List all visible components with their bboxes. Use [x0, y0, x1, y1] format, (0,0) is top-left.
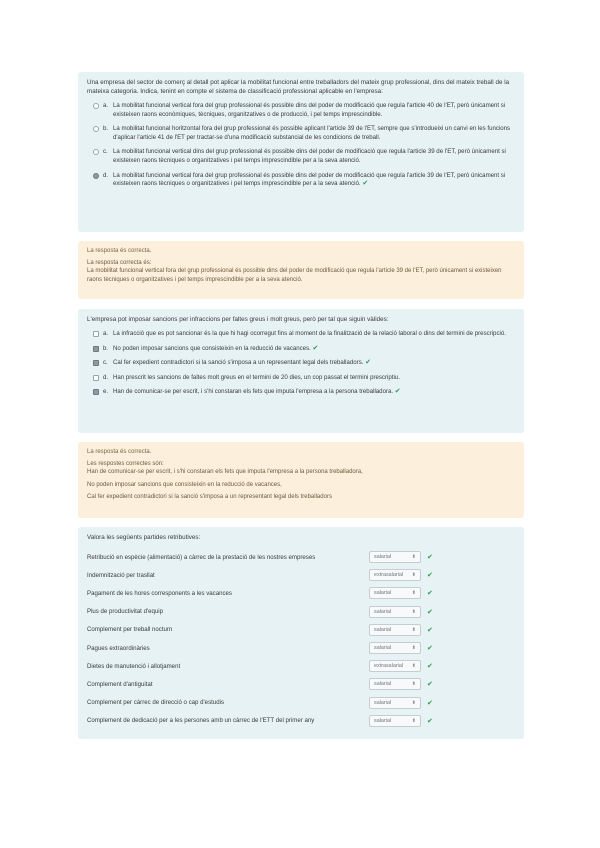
checkbox-icon[interactable] [93, 331, 99, 337]
match-row [87, 675, 515, 693]
chevron-updown-icon: ⬍ [411, 554, 416, 561]
checkbox-icon[interactable] [93, 389, 99, 395]
match-row [87, 548, 515, 566]
option-text: Han de comunicar-se per escrit, i s'hi constaran els fets que imputa l'empresa a la persona treballadora. [113, 388, 394, 396]
match-row-label: Plus de productivitat d'equip [87, 608, 164, 616]
question-3-text: Valora les següents partides retributives: [87, 534, 201, 541]
select-value: salarial [374, 626, 392, 633]
match-row [87, 657, 515, 675]
feedback-2-card [78, 442, 524, 518]
match-row-label: Complement de dedicació per a les persones amb un càrrec de l'ETT del primer any [87, 717, 315, 725]
q2-option-3[interactable] [87, 359, 515, 368]
radio-icon[interactable] [93, 126, 99, 132]
select-value: salarial [374, 699, 392, 706]
q2-option-4[interactable] [87, 374, 515, 383]
option-text: La mobilitat funcional horitzontal fora del grup professional és possible aplicant l'article 39 de l'ET, sempre que s'introdueixi un canvi en les funcions d'aplicar l'article 41 de l'ET per tractar-se d'una modificació substancial de les condicions de treball. [113, 125, 511, 141]
correct-check-icon: ✔ [362, 180, 369, 188]
feedback-2-title: La resposta és correcta. [87, 449, 152, 455]
select-value: salarial [374, 590, 392, 597]
radio-icon[interactable] [93, 149, 99, 155]
classification-select[interactable] [369, 660, 421, 672]
chevron-updown-icon: ⬍ [411, 572, 416, 579]
feedback-1-label: La resposta correcta és: [87, 259, 152, 266]
checkbox-icon[interactable] [93, 360, 99, 366]
correct-check-icon: ✔ [312, 344, 319, 352]
chevron-updown-icon: ⬍ [411, 590, 416, 597]
chevron-updown-icon: ⬍ [411, 699, 416, 706]
radio-icon[interactable] [93, 173, 99, 179]
classification-select[interactable] [369, 642, 421, 654]
question-1-text: Una empresa del sector de comerç al detall pot aplicar la mobilitat funcional entre treballadors del mateix grup professional, dins del mateix treball de la mateixa categoria. Indica, tenint en compte el sistema de classificació professional aplicable en l'empresa: [87, 79, 510, 95]
classification-select[interactable] [369, 697, 421, 709]
select-value: extrasalarial [374, 572, 404, 579]
classification-select[interactable] [369, 587, 421, 599]
chevron-updown-icon: ⬍ [411, 717, 416, 724]
checkbox-icon[interactable] [93, 346, 99, 352]
classification-select[interactable] [369, 715, 421, 727]
q2-option-5[interactable] [87, 388, 515, 397]
q1-option-4[interactable] [87, 172, 515, 189]
feedback-1-answer: La mobilitat funcional vertical fora del grup professional és possible dins del poder de modificació que regula l'article 39 de l'ET, però únicament si existeixen raons tècniques o organitzatives i pel temps imprescindible per a la seva atenció. [87, 268, 502, 283]
question-1-card [78, 72, 524, 232]
option-letter: d. [103, 373, 109, 381]
option-text: Han prescrit les sancions de faltes molt greus en el termini de 20 dies, un cop passat el termini prescriptiu. [113, 373, 400, 381]
match-row [87, 712, 515, 730]
option-letter: d. [103, 171, 109, 179]
classification-select[interactable] [369, 624, 421, 636]
correct-check-icon: ✔ [365, 359, 372, 367]
match-row [87, 621, 515, 639]
question-2-card [78, 309, 524, 433]
question-3-card [78, 527, 524, 739]
option-letter: b. [103, 344, 109, 352]
option-letter: c. [103, 148, 108, 156]
correct-check-icon: ✔ [427, 626, 433, 634]
chevron-updown-icon: ⬍ [411, 645, 416, 652]
q2-option-1[interactable] [87, 330, 515, 339]
radio-icon[interactable] [93, 103, 99, 109]
select-value: salarial [374, 608, 392, 615]
match-row-label: Pagament de les hores corresponents a les vacances [87, 589, 232, 597]
correct-check-icon: ✔ [427, 699, 433, 707]
classification-select[interactable] [369, 606, 421, 618]
classification-select[interactable] [369, 551, 421, 563]
feedback-1-title: La resposta és correcta. [87, 248, 152, 254]
correct-check-icon: ✔ [427, 608, 433, 616]
checkbox-icon[interactable] [93, 375, 99, 381]
match-row-label: Complement per treball nocturn [87, 626, 173, 634]
match-row [87, 639, 515, 657]
correct-check-icon: ✔ [394, 388, 401, 396]
correct-check-icon: ✔ [427, 717, 433, 725]
correct-check-icon: ✔ [427, 681, 433, 689]
option-letter: b. [103, 125, 109, 133]
classification-select[interactable] [369, 569, 421, 581]
correct-check-icon: ✔ [427, 590, 433, 598]
option-letter: c. [103, 359, 108, 367]
match-row-label: Retribució en espècie (alimentació) a càrrec de la prestació de les nostres empreses [87, 553, 316, 561]
option-text: Cal fer expedient contradictori si la sanció s'imposa a un representant legal dels treballadors. [113, 359, 364, 367]
match-row [87, 566, 515, 584]
match-row [87, 603, 515, 621]
select-value: salarial [374, 681, 392, 688]
chevron-updown-icon: ⬍ [411, 681, 416, 688]
option-text: La mobilitat funcional vertical dins del grup professional és possible dins del poder de modificació que regula l'article 39 de l'ET, però únicament si existeixen raons tècniques o organitzatives i pel temps imprescindible per a la seva atenció. [113, 148, 506, 164]
correct-check-icon: ✔ [427, 645, 433, 653]
select-value: salarial [374, 717, 392, 724]
feedback-2-answer-3: Cal fer expedient contradictori si la sanció s'imposa a un representant legal dels treballadors [87, 494, 332, 500]
chevron-updown-icon: ⬍ [411, 626, 416, 633]
correct-check-icon: ✔ [427, 554, 433, 562]
feedback-2-answer-2: No poden imposar sancions que consisteixin en la reducció de vacances, [87, 481, 282, 488]
match-row-label: Pagues extraordinàries [87, 644, 150, 652]
chevron-updown-icon: ⬍ [411, 608, 416, 615]
option-letter: e. [103, 388, 109, 396]
question-2-text: L'empresa pot imposar sancions per infraccions per faltes greus i molt greus, però per tal que siguin vàlides: [87, 316, 389, 323]
feedback-2-label: Les respostes correctes són: [87, 460, 164, 467]
match-row-label: Indemnització per trasllat [87, 571, 155, 579]
match-row-label: Complement per càrrec de direcció o cap d'estudis [87, 699, 224, 707]
select-value: extrasalarial [374, 663, 404, 670]
option-letter: a. [103, 330, 109, 337]
match-row-label: Complement d'antiguitat [87, 680, 153, 688]
q1-option-2[interactable] [87, 125, 515, 142]
option-text: La mobilitat funcional vertical fora del grup professional és possible dins del poder de modificació que regula l'article 40 de l'ET, però únicament si existeixen raons econòmiques, tècniques, organitzatives o de producció, i pel temps imprescindible. [113, 102, 506, 118]
classification-select[interactable] [369, 678, 421, 690]
select-value: salarial [374, 645, 392, 652]
q1-option-1[interactable] [87, 102, 515, 119]
option-text: La infracció que es pot sancionar és la que hi hagi ocorregut fins al moment de la finalització de la relació laboral o dins del termini de prescripció. [113, 330, 506, 337]
feedback-1-card [78, 241, 524, 299]
select-value: salarial [374, 554, 392, 561]
option-text: No poden imposar sancions que consisteixin en la reducció de vacances. [113, 344, 311, 352]
correct-check-icon: ✔ [427, 663, 433, 671]
match-row [87, 584, 515, 602]
chevron-updown-icon: ⬍ [411, 663, 416, 670]
option-letter: a. [103, 102, 109, 109]
feedback-2-answer-1: Han de comunicar-se per escrit, i s'hi constaran els fets que imputa l'empresa a la persona treballadora, [87, 469, 363, 475]
q2-option-2[interactable] [87, 345, 515, 354]
q1-option-3[interactable] [87, 148, 515, 165]
match-row-label: Dietes de manutenció i allotjament [87, 662, 181, 670]
option-text: La mobilitat funcional vertical fora del grup professional és possible dins del poder de modificació que regula l'article 39 de l'ET, però únicament si existeixen raons tècniques o organitzatives i pel temps imprescindible per a la seva atenció. [113, 171, 506, 188]
match-row [87, 694, 515, 712]
correct-check-icon: ✔ [427, 572, 433, 580]
